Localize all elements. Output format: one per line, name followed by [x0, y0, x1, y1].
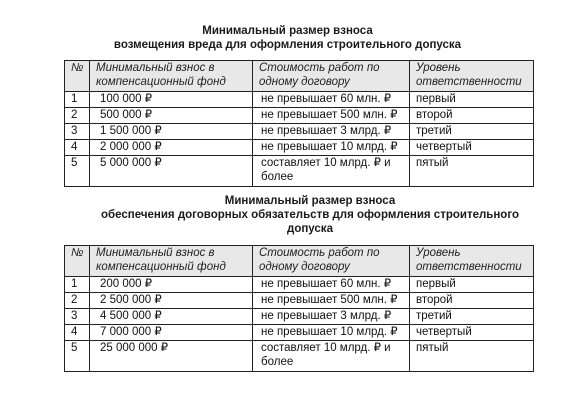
- table-row: [65, 325, 534, 341]
- row-number: 4: [65, 325, 90, 341]
- row-level: третий: [410, 124, 534, 140]
- row-number: 5: [65, 341, 90, 372]
- row-work-cost: не превышает 10 млрд. ₽: [253, 325, 410, 341]
- row-min-fee: 2 500 000 ₽: [90, 293, 253, 309]
- header-work-cost: Стоимость работ по одному договору: [253, 246, 410, 277]
- row-min-fee: 4 500 000 ₽: [90, 309, 253, 325]
- row-work-cost: составляет 10 млрд. ₽ и более: [253, 156, 410, 187]
- row-number: 3: [65, 124, 90, 140]
- row-number: 1: [65, 277, 90, 293]
- row-min-fee: 2 000 000 ₽: [90, 140, 253, 156]
- table1-title-line2: возмещения вреда для оформления строительного допуска: [113, 39, 462, 51]
- row-level: второй: [410, 293, 534, 309]
- table2-title: [90, 194, 530, 236]
- table-header-row: [65, 246, 534, 277]
- table1-title: [0, 24, 575, 52]
- row-work-cost: не превышает 10 млрд. ₽: [253, 140, 410, 156]
- row-level: пятый: [410, 156, 534, 187]
- row-work-cost: не превышает 500 млн. ₽: [253, 108, 410, 124]
- table-row: [65, 92, 534, 108]
- row-work-cost: составляет 10 млрд. ₽ и более: [253, 341, 410, 372]
- table2-title-line1: Минимальный размер взноса: [224, 195, 396, 207]
- row-work-cost: не превышает 500 млн. ₽: [253, 293, 410, 309]
- row-min-fee: 25 000 000 ₽: [90, 341, 253, 372]
- table-row: [65, 293, 534, 309]
- compensation-fund-table-1: [64, 60, 534, 187]
- header-responsibility-level: Уровень ответственности: [410, 246, 534, 277]
- row-level: первый: [410, 92, 534, 108]
- row-min-fee: 1 500 000 ₽: [90, 124, 253, 140]
- row-work-cost: не превышает 3 млрд. ₽: [253, 309, 410, 325]
- table-header-row: [65, 61, 534, 92]
- row-min-fee: 500 000 ₽: [90, 108, 253, 124]
- table-row: [65, 156, 534, 187]
- table1-title-line1: Минимальный размер взноса: [202, 25, 373, 37]
- header-min-fee: Минимальный взнос в компенсационный фонд: [90, 246, 253, 277]
- header-number: №: [65, 61, 90, 92]
- table-row: [65, 108, 534, 124]
- row-work-cost: не превышает 3 млрд. ₽: [253, 124, 410, 140]
- row-number: 5: [65, 156, 90, 187]
- header-number: №: [65, 246, 90, 277]
- row-level: четвертый: [410, 140, 534, 156]
- table2-title-line2: обеспечения договорных обязательств для оформления строительного допуска: [101, 209, 519, 235]
- row-number: 4: [65, 140, 90, 156]
- row-min-fee: 100 000 ₽: [90, 92, 253, 108]
- table-row: [65, 124, 534, 140]
- row-number: 3: [65, 309, 90, 325]
- row-min-fee: 7 000 000 ₽: [90, 325, 253, 341]
- row-level: второй: [410, 108, 534, 124]
- table-row: [65, 309, 534, 325]
- table-row: [65, 341, 534, 372]
- row-level: третий: [410, 309, 534, 325]
- row-level: первый: [410, 277, 534, 293]
- row-level: четвертый: [410, 325, 534, 341]
- row-work-cost: не превышает 60 млн. ₽: [253, 277, 410, 293]
- header-work-cost: Стоимость работ по одному договору: [253, 61, 410, 92]
- row-number: 2: [65, 108, 90, 124]
- row-number: 1: [65, 92, 90, 108]
- row-work-cost: не превышает 60 млн. ₽: [253, 92, 410, 108]
- table-row: [65, 277, 534, 293]
- row-level: пятый: [410, 341, 534, 372]
- table-row: [65, 140, 534, 156]
- header-min-fee: Минимальный взнос в компенсационный фонд: [90, 61, 253, 92]
- compensation-fund-table-2: [64, 245, 534, 372]
- row-number: 2: [65, 293, 90, 309]
- row-min-fee: 5 000 000 ₽: [90, 156, 253, 187]
- header-responsibility-level: Уровень ответственности: [410, 61, 534, 92]
- row-min-fee: 200 000 ₽: [90, 277, 253, 293]
